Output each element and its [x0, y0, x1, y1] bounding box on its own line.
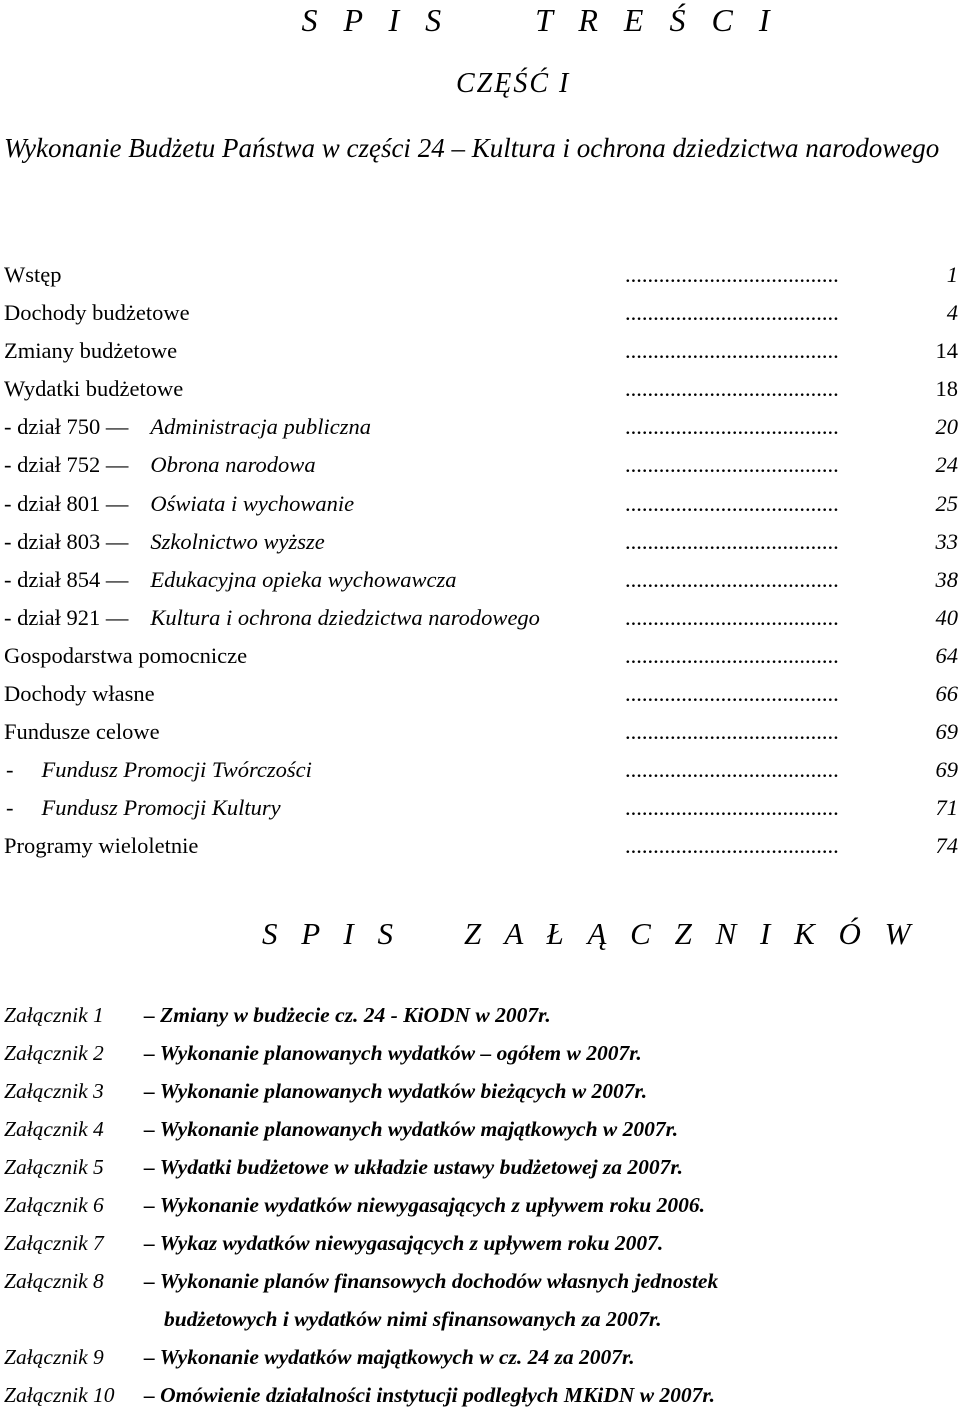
- toc-entry-prefix: -: [6, 795, 14, 821]
- toc-entry-text: Administracja publiczna: [150, 414, 371, 440]
- toc-entry-prefix: - dział 750: [4, 414, 101, 440]
- toc-dot-leader: ......................................: [625, 833, 839, 859]
- annex-number: Załącznik 4: [4, 1117, 104, 1141]
- toc-entry-separator: —: [100, 490, 129, 516]
- annex-number: Załącznik 8: [4, 1269, 104, 1293]
- toc-entry[interactable]: [4, 561, 958, 599]
- annex-entry[interactable]: [4, 1148, 954, 1186]
- toc-entry-text: Dochody budżetowe: [4, 300, 190, 326]
- annex-number: Załącznik 2: [4, 1041, 104, 1065]
- toc-entry[interactable]: [4, 294, 958, 332]
- toc-entry-prefix: -: [6, 757, 14, 783]
- annex-entry[interactable]: [4, 1262, 954, 1300]
- toc-entry[interactable]: [4, 637, 958, 675]
- toc-page-number: 71: [935, 795, 958, 821]
- toc-dot-leader: ......................................: [625, 566, 839, 592]
- toc-entry[interactable]: [4, 485, 958, 523]
- annex-description: – Wydatki budżetowe w układzie ustawy budżetowej za 2007r.: [144, 1155, 683, 1179]
- toc-page-number: 33: [935, 528, 958, 554]
- toc-entry-text: Edukacyjna opieka wychowawcza: [150, 566, 457, 592]
- toc-entry-label: [4, 370, 183, 408]
- toc-entry-label: [6, 751, 312, 789]
- toc-dot-leader: ......................................: [625, 719, 839, 745]
- annex-number: Załącznik 5: [4, 1155, 104, 1179]
- annex-entry[interactable]: [4, 1338, 954, 1376]
- toc-entry-text: Fundusz Promocji Twórczości: [41, 757, 312, 783]
- toc-dot-leader: ......................................: [625, 642, 839, 668]
- toc-entry-separator: —: [100, 528, 129, 554]
- toc-entry-label: [6, 789, 281, 827]
- annex-number: Załącznik 6: [4, 1193, 104, 1217]
- toc-entry[interactable]: [4, 675, 958, 713]
- toc-entry-text: Szkolnictwo wyższe: [150, 528, 325, 554]
- toc-entry[interactable]: [4, 523, 958, 561]
- annex-description: – Wykonanie planów finansowych dochodów własnych jednostek: [144, 1269, 719, 1293]
- toc-entry-text: Oświata i wychowanie: [150, 490, 355, 516]
- toc-page-number: 69: [935, 757, 958, 783]
- toc-entry-label: [4, 675, 155, 713]
- annex-entry[interactable]: [4, 1186, 954, 1224]
- annex-entry[interactable]: [4, 1376, 954, 1414]
- annex-description: – Wykonanie planowanych wydatków bieżących w 2007r.: [144, 1079, 648, 1103]
- toc-entry-text: Kultura i ochrona dziedzictwa narodowego: [150, 604, 540, 630]
- toc-entry[interactable]: [4, 332, 958, 370]
- toc-entry-label: [4, 561, 457, 599]
- toc-dot-leader: ......................................: [625, 604, 839, 630]
- annex-number: Załącznik 1: [4, 1003, 104, 1027]
- toc-page-number: 1: [946, 262, 958, 287]
- toc-page-number: 18: [935, 376, 958, 402]
- toc-page-number: 66: [935, 681, 958, 707]
- annex-entry[interactable]: [4, 1110, 954, 1148]
- toc-dot-leader: ......................................: [625, 528, 839, 554]
- toc-page-number: 64: [935, 642, 958, 668]
- annex-number: Załącznik 7: [4, 1231, 104, 1255]
- annex-description: – Omówienie działalności instytucji podległych MKiDN w 2007r.: [144, 1383, 715, 1407]
- toc-entry-text: Gospodarstwa pomocnicze: [4, 642, 248, 668]
- toc-dot-leader: ......................................: [625, 262, 839, 287]
- toc-entry-separator: —: [100, 604, 129, 630]
- toc-dot-leader: ......................................: [625, 452, 839, 478]
- annex-description: – Wykonanie planowanych wydatków majątkowych w 2007r.: [144, 1117, 679, 1141]
- annex-entry[interactable]: [4, 996, 954, 1034]
- toc-dot-leader: ......................................: [625, 757, 839, 783]
- toc-entry-label: [4, 332, 177, 370]
- annex-number: Załącznik 3: [4, 1079, 104, 1103]
- toc-page-number: 69: [935, 719, 958, 745]
- toc-entry[interactable]: [4, 256, 958, 294]
- annex-description: – Wykonanie wydatków niewygasających z upływem roku 2006.: [144, 1193, 706, 1217]
- toc-entry[interactable]: [4, 827, 958, 865]
- annex-entry[interactable]: [4, 1224, 954, 1262]
- toc-entry[interactable]: [4, 751, 958, 789]
- toc-entry-label: [4, 485, 354, 523]
- toc-entry[interactable]: [4, 789, 958, 827]
- toc-page-number: 4: [946, 300, 958, 326]
- toc-entry-prefix: - dział 803: [4, 528, 101, 554]
- annex-list-title: S P I S Z A Ł Ą C Z N I K Ó W: [262, 916, 919, 951]
- annex-description: – Wykonanie wydatków majątkowych w cz. 24 za 2007r.: [144, 1345, 635, 1369]
- toc-entry-label: [4, 256, 61, 294]
- annex-entry-continuation: [4, 1300, 954, 1338]
- toc-dot-leader: ......................................: [625, 376, 839, 402]
- toc-dot-leader: ......................................: [625, 490, 839, 516]
- toc-entry-prefix: - dział 921: [4, 604, 101, 630]
- toc-page-number: 40: [935, 604, 958, 630]
- annex-description: – Wykonanie planowanych wydatków – ogółem w 2007r.: [144, 1041, 642, 1065]
- toc-entry-separator: —: [100, 414, 129, 440]
- table-of-contents: [4, 256, 958, 866]
- document-subtitle: Wykonanie Budżetu Państwa w części 24 – Kultura i ochrona dziedzictwa narodowego: [4, 133, 940, 163]
- toc-page-number: 20: [935, 414, 958, 440]
- toc-entry[interactable]: [4, 446, 958, 484]
- toc-entry-separator: —: [100, 452, 129, 478]
- toc-entry-label: [4, 713, 160, 751]
- toc-entry-text: Dochody własne: [4, 681, 155, 707]
- toc-entry-text: Fundusz Promocji Kultury: [41, 795, 281, 821]
- toc-entry-label: [4, 446, 316, 484]
- annex-description: – Zmiany w budżecie cz. 24 - KiODN w 2007r.: [144, 1003, 551, 1027]
- toc-page-number: 25: [935, 490, 958, 516]
- toc-entry-text: Wydatki budżetowe: [4, 376, 184, 402]
- toc-entry-label: [4, 827, 198, 865]
- toc-entry-text: Wstęp: [4, 262, 62, 287]
- toc-entry-prefix: - dział 854: [4, 566, 101, 592]
- annex-number: Załącznik 10: [4, 1383, 115, 1407]
- toc-entry-separator: —: [100, 566, 129, 592]
- toc-page-number: 38: [935, 566, 958, 592]
- toc-page-number: 74: [935, 833, 958, 859]
- toc-entry-text: Fundusze celowe: [4, 719, 160, 745]
- toc-dot-leader: ......................................: [625, 795, 839, 821]
- toc-entry-label: [4, 408, 371, 446]
- toc-entry-text: Zmiany budżetowe: [4, 338, 178, 364]
- annex-description: – Wykaz wydatków niewygasających z upływem roku 2007.: [144, 1231, 664, 1255]
- toc-entry[interactable]: [4, 408, 958, 446]
- toc-dot-leader: ......................................: [625, 681, 839, 707]
- toc-entry-label: [4, 599, 540, 637]
- toc-dot-leader: ......................................: [625, 414, 839, 440]
- document-title: S P I S T R E Ś C I: [301, 2, 779, 38]
- annex-number: Załącznik 9: [4, 1345, 104, 1369]
- annex-list: [4, 996, 954, 1414]
- toc-entry-label: [4, 637, 247, 675]
- toc-entry-text: Programy wieloletnie: [4, 833, 199, 859]
- toc-page-number: 24: [935, 452, 958, 478]
- annex-entry[interactable]: [4, 1034, 954, 1072]
- toc-entry-label: [4, 294, 190, 332]
- toc-dot-leader: ......................................: [625, 300, 839, 326]
- toc-dot-leader: ......................................: [625, 338, 839, 364]
- annex-entry[interactable]: [4, 1072, 954, 1110]
- part-heading: CZĘŚĆ I: [456, 68, 571, 99]
- toc-entry-label: [4, 523, 325, 561]
- toc-entry[interactable]: [4, 599, 958, 637]
- toc-entry-text: Obrona narodowa: [150, 452, 316, 478]
- toc-page-number: 14: [935, 338, 958, 364]
- toc-entry-prefix: - dział 801: [4, 490, 101, 516]
- annex-description-continued: budżetowych i wydatków nimi sfinansowanych za 2007r.: [164, 1307, 662, 1331]
- toc-entry[interactable]: [4, 370, 958, 408]
- toc-entry[interactable]: [4, 713, 958, 751]
- toc-entry-prefix: - dział 752: [4, 452, 101, 478]
